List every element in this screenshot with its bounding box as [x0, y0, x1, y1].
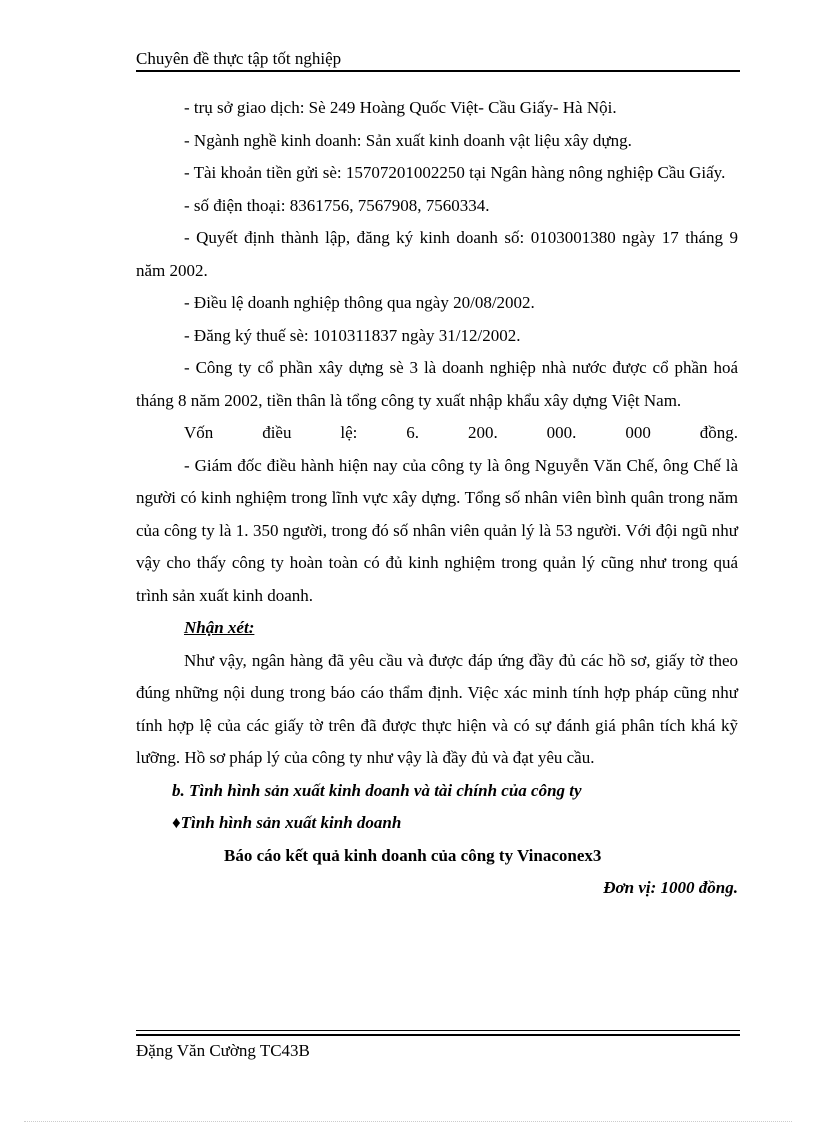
paragraph-company-history: - Công ty cổ phần xây dựng sè 3 là doanh nghiệp nhà nước được cổ phần hoá tháng 8 năm 2002, tiền thân là tổng công ty xuất nhập khẩu xây dựng Việt Nam.	[136, 358, 738, 410]
footer-rule-thick	[136, 1034, 740, 1036]
paragraph-phone-numbers: - số điện thoại: 8361756, 7567908, 7560334.	[184, 195, 490, 215]
page-edge-divider	[24, 1121, 792, 1122]
paragraph-charter-capital: Vốn điều lệ: 6. 200. 000. 000 đồng.	[184, 423, 738, 442]
page-header-title: Chuyên đề thực tập tốt nghiệp	[136, 49, 342, 68]
paragraph-tax-registration: - Đăng ký thuế sè: 1010311837 ngày 31/12/2002.	[184, 325, 521, 345]
subsection-heading: ♦Tình hình sản xuất kinh doanh	[172, 813, 402, 832]
unit-label: Đơn vị: 1000 đồng.	[603, 878, 738, 897]
document-body	[136, 92, 738, 905]
header-rule	[136, 70, 740, 72]
paragraph-charter: - Điều lệ doanh nghiệp thông qua ngày 20/08/2002.	[184, 293, 535, 312]
page-footer-author: Đặng Văn Cường TC43B	[136, 1041, 310, 1060]
paragraph-office-address: - trụ sở giao dịch: Sè 249 Hoàng Quốc Việt- Cầu Giấy- Hà Nội.	[184, 98, 617, 117]
paragraph-business-line: - Ngành nghề kinh doanh: Sản xuất kinh doanh vật liệu xây dựng.	[184, 130, 632, 150]
note-title: Nhận xét:	[184, 618, 255, 637]
report-title: Báo cáo kết quả kinh doanh của công ty Vinaconex3	[224, 845, 602, 865]
paragraph-establishment-decision: - Quyết định thành lập, đăng ký kinh doanh số: 0103001380 ngày 17 tháng 9 năm 2002.	[136, 228, 738, 280]
section-heading: b. Tình hình sản xuất kinh doanh và tài chính của công ty	[172, 780, 582, 800]
footer-rule-thin	[136, 1030, 740, 1031]
note-text: Như vậy, ngân hàng đã yêu cầu và được đáp ứng đầy đủ các hồ sơ, giấy tờ theo đúng những nội dung trong báo cáo thẩm định. Việc xác minh tính hợp pháp cũng như tính hợp lệ của các giấy tờ trên đã được thực hiện và có sự đánh giá phân tích khá kỹ lưỡng. Hồ sơ pháp lý của công ty như vậy là đầy đủ và đạt yêu cầu.	[136, 650, 738, 767]
paragraph-director-staff: - Giám đốc điều hành hiện nay của công ty là ông Nguyễn Văn Chế, ông Chế là người có kinh nghiệm trong lĩnh vực xây dựng. Tổng số nhân viên bình quân trong năm của công ty là 1. 350 người, trong đó số nhân viên quản lý là 53 người. Với đội ngũ như vậy cho thấy công ty hoàn toàn có đủ kinh nghiệm trong quản lý cũng như trong quá trình sản xuất kinh doanh.	[136, 455, 738, 605]
paragraph-bank-account: - Tài khoản tiền gửi sè: 15707201002250 tại Ngân hàng nông nghiệp Cầu Giấy.	[184, 163, 726, 182]
